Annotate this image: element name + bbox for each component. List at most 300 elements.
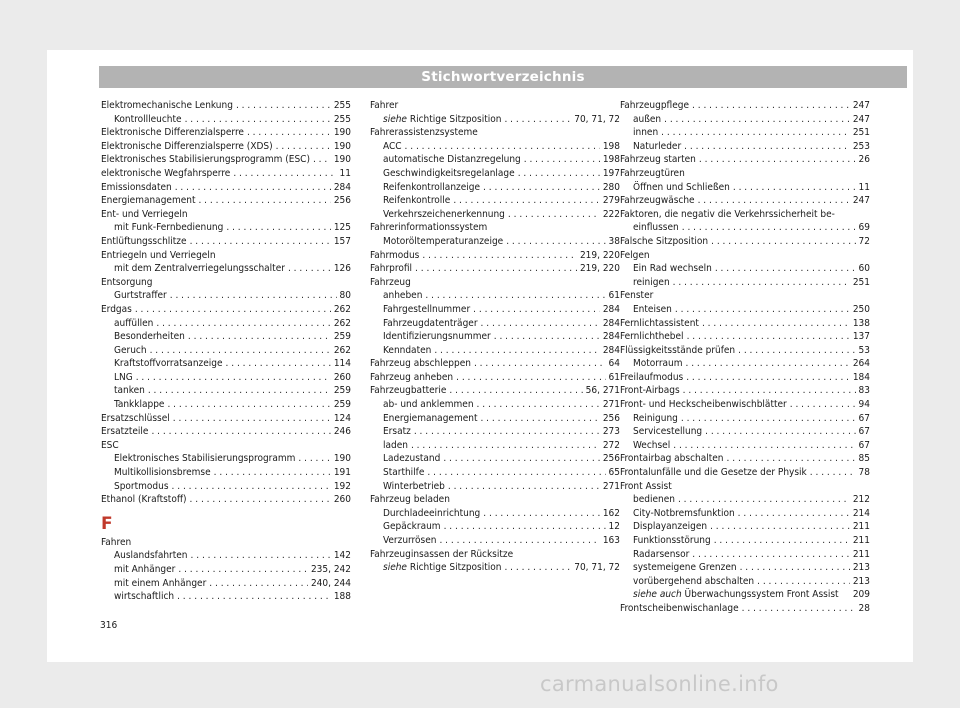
leader-dots: [151, 425, 330, 439]
index-entry: [101, 235, 351, 249]
index-entry-label: [383, 561, 501, 575]
index-heading: Fahrzeugtüren: [620, 167, 685, 179]
index-subentry: [370, 317, 620, 331]
index-entry-label: Energiemanagement: [101, 195, 196, 207]
index-subentry: [620, 140, 870, 154]
index-subentry: [620, 303, 870, 317]
leader-dots: [190, 493, 331, 507]
leader-dots: [313, 153, 331, 167]
index-page-ref: 26: [858, 154, 870, 166]
index-page-ref: 78: [858, 467, 870, 479]
index-entry-label: auffüllen: [114, 317, 154, 329]
index-entry-label: Fahrzeug starten: [620, 154, 696, 166]
leader-dots: [226, 357, 331, 371]
index-page-ref: 60: [858, 263, 870, 275]
index-page-ref: 211: [852, 548, 870, 560]
index-entry-label: Flüssigkeitsstände prüfen: [620, 344, 736, 356]
index-entry-label: Front-Airbags: [620, 385, 680, 397]
leader-dots: [506, 235, 605, 249]
index-page-ref: 190: [333, 453, 351, 465]
index-subentry: [620, 262, 870, 276]
index-subentry: [620, 126, 870, 140]
index-entry: [620, 235, 870, 249]
index-page-ref: 256: [602, 412, 620, 424]
index-page-ref: 255: [333, 100, 351, 111]
leader-dots: [742, 602, 856, 616]
leader-dots: [444, 520, 606, 534]
index-page-ref: 219, 220: [579, 263, 620, 275]
index-page-ref: 70, 71, 72: [574, 113, 620, 125]
index-entry-label: Multikollisionsbremse: [114, 467, 211, 479]
index-subentry: [101, 577, 351, 591]
index-subentry: [101, 289, 351, 303]
index-column-3: [620, 99, 870, 616]
index-entry-label: Fahrprofil: [370, 263, 413, 275]
index-entry-label: ab- und anklemmen: [383, 399, 474, 411]
leader-dots: [686, 371, 850, 385]
index-entry: [620, 398, 870, 412]
leader-dots: [425, 289, 605, 303]
leader-dots: [233, 167, 336, 181]
leader-dots: [135, 303, 331, 317]
index-subentry: [370, 140, 620, 154]
index-entry-label: Motorraum: [633, 358, 683, 370]
index-heading: Fenster: [620, 290, 654, 302]
index-page-ref: 271: [602, 399, 620, 411]
index-entry-label: Entlüftungsschlitze: [101, 235, 187, 247]
index-subentry: [370, 194, 620, 208]
index-subentry: [370, 520, 620, 534]
index-entry-label: Fahrzeugdatenträger: [383, 317, 478, 329]
index-entry-label: automatische Distanzregelung: [383, 154, 521, 166]
index-subentry: [620, 548, 870, 562]
index-page-ref: 284: [333, 181, 351, 193]
index-subentry: [620, 575, 870, 589]
index-page-ref: 262: [333, 344, 351, 356]
leader-dots: [405, 140, 600, 154]
index-entry-label: Motoröltemperaturanzeige: [383, 235, 504, 247]
index-entry-label: Fernlichthebel: [620, 331, 684, 343]
index-subentry: [620, 276, 870, 290]
index-page-ref: 260: [333, 494, 351, 506]
leader-dots: [678, 493, 850, 507]
index-heading: Fahrzeuginsassen der Rücksitze: [370, 548, 514, 560]
watermark: carmanualsonline.info: [540, 672, 779, 696]
index-entry-label: Kraftstoffvorratsanzeige: [114, 358, 223, 370]
index-page-ref: 211: [852, 521, 870, 533]
index-page-ref: 247: [852, 113, 870, 125]
index-entry: [620, 466, 870, 480]
leader-dots: [810, 466, 856, 480]
index-page-ref: 247: [852, 195, 870, 207]
index-page-ref: 253: [852, 140, 870, 152]
leader-dots: [681, 412, 856, 426]
index-entry: [101, 140, 351, 154]
index-subentry: [370, 181, 620, 195]
index-page-ref: 125: [333, 222, 351, 234]
index-entry-label: mit Funk-Fernbedienung: [114, 222, 224, 234]
leader-dots: [702, 317, 850, 331]
index-entry-label: Öffnen und Schließen: [633, 181, 730, 193]
leader-dots: [148, 384, 331, 398]
index-entry-label: tanken: [114, 385, 145, 397]
index-subentry: [101, 344, 351, 358]
leader-dots: [699, 153, 856, 167]
index-subentry: [101, 317, 351, 331]
index-entry: [101, 194, 351, 208]
index-subentry: [620, 520, 870, 534]
index-subentry: [101, 384, 351, 398]
index-subentry: [370, 507, 620, 521]
index-entry-label: wirtschaftlich: [114, 591, 175, 603]
index-entry-label: innen: [633, 127, 659, 139]
leader-dots: [714, 534, 850, 548]
index-entry-label: mit Anhänger: [114, 564, 176, 575]
leader-dots: [727, 452, 856, 466]
index-heading: Entsorgung: [101, 276, 153, 288]
see-reference: siehe: [383, 562, 407, 574]
leader-dots: [494, 330, 600, 344]
index-entry-label: vorübergehend abschalten: [633, 575, 755, 587]
index-entry-label: reinigen: [633, 276, 670, 288]
index-entry-label: einflussen: [633, 222, 679, 234]
index-subentry: [370, 167, 620, 181]
index-page-ref: 211: [852, 535, 870, 546]
leader-dots: [684, 140, 850, 154]
leader-dots: [150, 344, 331, 358]
index-entry-label: Ersatz: [383, 426, 411, 438]
index-page-ref: 240, 244: [310, 577, 351, 589]
see-reference: siehe: [383, 113, 407, 125]
leader-dots: [738, 507, 850, 521]
index-entry-label: Reinigung: [633, 412, 678, 424]
leader-dots: [483, 507, 600, 521]
index-page-ref: 85: [858, 453, 870, 465]
leader-dots: [188, 330, 331, 344]
leader-dots: [156, 317, 330, 331]
index-entry-label: Identifizierungsnummer: [383, 331, 491, 343]
index-entry-label: Ein Rad wechseln: [633, 263, 712, 275]
index-entry: [620, 344, 870, 358]
page-title: Stichwortverzeichnis: [421, 69, 585, 85]
index-page-ref: 157: [333, 235, 351, 247]
index-subentry: [370, 289, 620, 303]
index-subentry: [620, 181, 870, 195]
index-subentry: [370, 466, 620, 480]
index-page-ref: 272: [602, 439, 620, 451]
index-page-ref: 65: [608, 467, 620, 479]
see-target: Richtige Sitzposition: [409, 562, 502, 574]
index-entry: [101, 126, 351, 140]
index-page-ref: 284: [602, 331, 620, 343]
index-page-ref: 67: [858, 412, 870, 424]
index-entry-label: systemeigene Grenzen: [633, 562, 737, 574]
index-page-ref: 188: [333, 591, 351, 603]
index-entry-label: Geruch: [114, 344, 147, 356]
index-subentry: [370, 208, 620, 222]
leader-dots: [178, 563, 308, 577]
index-entry-label: Starthilfe: [383, 467, 425, 479]
index-page-ref: 190: [333, 140, 351, 152]
index-page-ref: 197: [602, 167, 620, 179]
index-page-ref: 198: [602, 154, 620, 166]
index-entry-label: Frontscheibenwischanlage: [620, 602, 739, 614]
index-subentry: [370, 235, 620, 249]
index-entry-label: Servicestellung: [633, 426, 703, 438]
index-entry-label: Fahrzeug abschleppen: [370, 358, 471, 370]
index-entry-label: City-Notbremsfunktion: [633, 507, 735, 519]
leader-dots: [198, 194, 330, 208]
index-subentry: [620, 425, 870, 439]
leader-dots: [448, 480, 600, 494]
leader-dots: [740, 561, 850, 575]
index-subentry: [101, 357, 351, 371]
leader-dots: [474, 357, 606, 371]
index-entry: [101, 425, 351, 439]
leader-dots: [415, 262, 577, 276]
index-page-ref: 70, 71, 72: [574, 562, 620, 574]
leader-dots: [136, 371, 331, 385]
leader-dots: [738, 344, 855, 358]
see-reference: siehe auch: [633, 589, 682, 601]
index-page-ref: 251: [852, 127, 870, 139]
index-subentry: [370, 534, 620, 548]
index-entry: [620, 194, 870, 208]
index-entry: [370, 384, 620, 398]
index-subentry: [370, 398, 620, 412]
index-page-ref: 28: [858, 602, 870, 614]
index-subentry: [620, 412, 870, 426]
index-page-ref: 192: [333, 480, 351, 492]
index-page-ref: 61: [608, 371, 620, 383]
index-page-ref: 184: [852, 371, 870, 383]
index-page-ref: 67: [858, 426, 870, 438]
index-entry: [620, 330, 870, 344]
index-page-ref: 191: [333, 467, 351, 479]
index-subentry: [101, 549, 351, 563]
index-entry: [620, 371, 870, 385]
index-page-ref: 214: [852, 507, 870, 519]
index-entry-label: Gepäckraum: [383, 521, 441, 533]
leader-dots: [661, 126, 850, 140]
leader-dots: [692, 548, 850, 562]
leader-dots: [214, 466, 331, 480]
index-subentry: [620, 357, 870, 371]
leader-dots: [209, 577, 308, 591]
index-page-ref: 284: [602, 303, 620, 315]
leader-dots: [173, 412, 331, 426]
index-entry-label: laden: [383, 439, 408, 451]
index-entry-label: Fernlichtassistent: [620, 317, 699, 329]
leader-dots: [226, 221, 330, 235]
leader-dots: [504, 113, 571, 127]
index-entry-label: Ersatzschlüssel: [101, 412, 170, 424]
leader-dots: [524, 153, 600, 167]
index-subentry: [101, 262, 351, 276]
leader-dots: [298, 452, 330, 466]
index-page-ref: 72: [858, 235, 870, 247]
index-page-ref: 235, 242: [310, 564, 351, 575]
index-page: [47, 50, 913, 662]
index-entry-label: Besonderheiten: [114, 331, 185, 343]
index-subentry: [370, 113, 620, 127]
index-subentry: [620, 493, 870, 507]
index-page-ref: 222: [602, 208, 620, 220]
index-page-ref: 259: [333, 399, 351, 411]
index-page-ref: 255: [333, 113, 351, 125]
index-subentry: [370, 425, 620, 439]
index-entry-label: [633, 588, 839, 602]
index-entry-label: Ersatzteile: [101, 426, 149, 438]
leader-dots: [422, 249, 577, 263]
index-entry-label: Reifenkontrollanzeige: [383, 181, 481, 193]
index-entry-label: Enteisen: [633, 303, 672, 315]
leader-dots: [456, 371, 605, 385]
leader-dots: [449, 384, 582, 398]
leader-dots: [414, 425, 600, 439]
index-entry-label: Elektronisches Stabilisierungsprogramm (ESC): [101, 154, 310, 166]
index-subentry: [620, 507, 870, 521]
leader-dots: [247, 126, 331, 140]
index-letter-heading: F: [101, 513, 113, 534]
index-subentry: [370, 452, 620, 466]
index-page-ref: 67: [858, 439, 870, 451]
index-page-ref: 209: [852, 589, 870, 601]
index-page-ref: 163: [602, 535, 620, 546]
index-subentry: [101, 330, 351, 344]
index-entry-label: Funktionsstörung: [633, 535, 711, 546]
index-column-1: [101, 99, 351, 604]
leader-dots: [167, 398, 330, 412]
index-page-ref: 80: [339, 290, 351, 302]
index-entry-label: mit dem Zentralverriegelungsschalter: [114, 263, 285, 275]
index-page-ref: 271: [602, 480, 620, 492]
index-page-ref: 256: [602, 453, 620, 465]
index-page-ref: 53: [858, 344, 870, 356]
index-heading: Fahrzeug: [370, 276, 411, 288]
leader-dots: [480, 412, 599, 426]
index-entry-label: Frontalunfälle und die Gesetze der Physik: [620, 467, 807, 479]
index-page-ref: 284: [602, 344, 620, 356]
leader-dots: [477, 398, 600, 412]
index-entry: [370, 262, 620, 276]
index-entry-label: Fahrzeug anheben: [370, 371, 454, 383]
index-page-ref: 260: [333, 371, 351, 383]
index-subentry: [101, 371, 351, 385]
index-entry: [620, 384, 870, 398]
index-entry: [370, 371, 620, 385]
index-entry-label: Elektronisches Stabilisierungsprogramm: [114, 453, 296, 465]
index-heading: Front Assist: [620, 480, 672, 492]
leader-dots: [175, 181, 331, 195]
index-page-ref: 190: [333, 154, 351, 166]
index-entry: [620, 452, 870, 466]
index-entry-label: Naturleder: [633, 140, 682, 152]
index-page-ref: 126: [333, 263, 351, 275]
leader-dots: [236, 99, 331, 113]
leader-dots: [790, 398, 856, 412]
index-entry-label: Gurtstraffer: [114, 290, 167, 302]
index-subentry: [620, 588, 870, 602]
index-page-ref: 280: [602, 181, 620, 193]
index-entry: [101, 303, 351, 317]
index-page-ref: 246: [333, 426, 351, 438]
index-page-ref: 190: [333, 127, 351, 139]
index-entry-label: Kenndaten: [383, 344, 432, 356]
page-number: 316: [100, 620, 118, 631]
leader-dots: [711, 235, 855, 249]
index-entry-label: Elektromechanische Lenkung: [101, 100, 233, 111]
leader-dots: [411, 439, 600, 453]
index-heading: Faktoren, die negativ die Verkehrssicherheit be-: [620, 208, 835, 220]
index-page-ref: 247: [852, 100, 870, 111]
index-subentry: [370, 303, 620, 317]
leader-dots: [172, 480, 331, 494]
index-subentry: [620, 534, 870, 548]
index-subentry: [370, 344, 620, 358]
index-entry-label: anheben: [383, 290, 423, 302]
index-entry-label: Winterbetrieb: [383, 480, 445, 492]
index-page-ref: 83: [858, 385, 870, 397]
index-entry: [620, 99, 870, 113]
index-entry-label: Emissionsdaten: [101, 181, 172, 193]
index-page-ref: 250: [852, 303, 870, 315]
index-entry: [101, 493, 351, 507]
index-heading: Fahrerinformationssystem: [370, 222, 488, 234]
index-entry: [620, 602, 870, 616]
leader-dots: [518, 167, 600, 181]
index-page-ref: 11: [339, 167, 351, 179]
index-page-ref: 259: [333, 385, 351, 397]
index-entry-label: elektronische Wegfahrsperre: [101, 167, 231, 179]
leader-dots: [675, 303, 850, 317]
index-entry: [101, 412, 351, 426]
index-entry-label: Energiemanagement: [383, 412, 478, 424]
index-page-ref: 198: [602, 140, 620, 152]
index-subentry: [370, 153, 620, 167]
leader-dots: [443, 452, 599, 466]
leader-dots: [170, 289, 337, 303]
index-heading: Entriegeln und Verriegeln: [101, 249, 216, 261]
index-heading: Fahrzeug beladen: [370, 494, 450, 506]
leader-dots: [288, 262, 331, 276]
index-entry: [620, 317, 870, 331]
index-entry: [370, 357, 620, 371]
index-entry-label: außen: [633, 113, 662, 125]
index-subentry: [101, 590, 351, 604]
leader-dots: [733, 181, 856, 195]
see-target: Überwachungssystem Front Assist: [684, 589, 839, 601]
leader-dots: [710, 520, 850, 534]
index-page-ref: 38: [608, 235, 620, 247]
index-page-ref: 212: [852, 494, 870, 506]
index-subentry: [101, 452, 351, 466]
index-heading: Fahrerassistenzsysteme: [370, 127, 478, 139]
index-page-ref: 56, 271: [585, 385, 620, 397]
index-page-ref: 61: [608, 290, 620, 302]
index-page-ref: 259: [333, 331, 351, 343]
index-entry-label: Kontrollleuchte: [114, 113, 182, 125]
index-subentry: [101, 466, 351, 480]
see-target: Richtige Sitzposition: [409, 113, 502, 125]
leader-dots: [698, 194, 850, 208]
index-heading: Felgen: [620, 249, 650, 261]
index-entry-label: Displayanzeigen: [633, 521, 708, 533]
leader-dots: [682, 221, 856, 235]
index-entry-label: Sportmodus: [114, 480, 169, 492]
index-page-ref: 69: [858, 222, 870, 234]
index-page-ref: 162: [602, 507, 620, 519]
